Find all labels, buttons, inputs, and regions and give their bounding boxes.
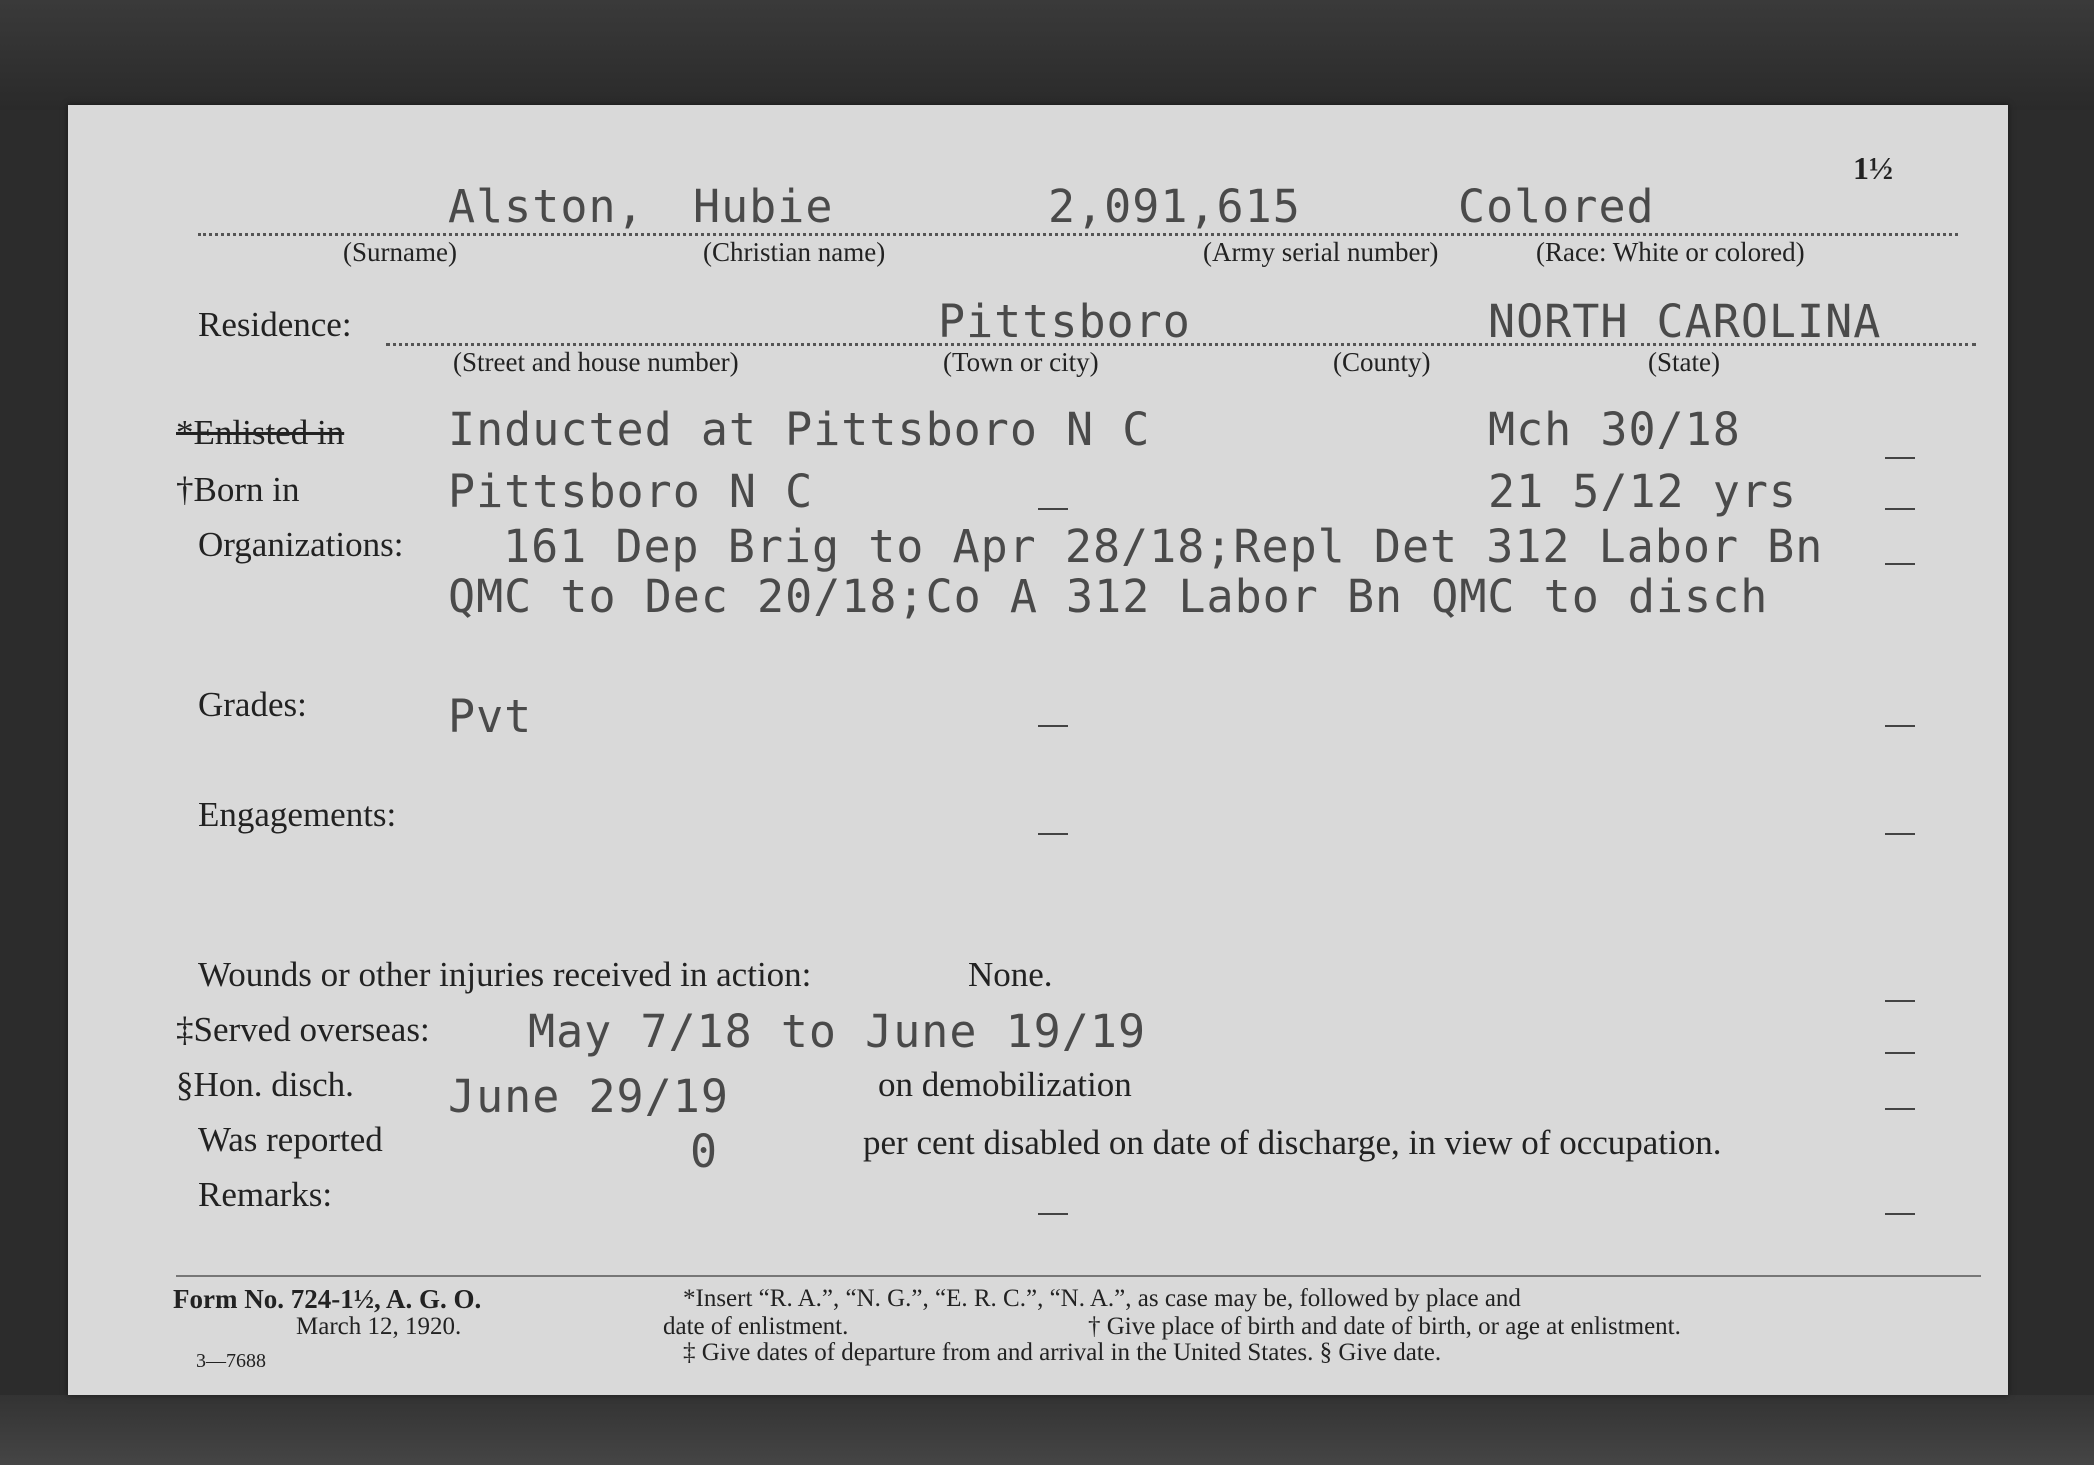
born-mid-dash <box>1038 508 1068 510</box>
enlisted-dash <box>1885 457 1915 459</box>
wounds-value: None. <box>968 955 1053 994</box>
grades-dash <box>1885 725 1915 727</box>
born-value: Pittsboro N C <box>448 465 814 518</box>
scan-background-top <box>0 0 2094 110</box>
wounds-dash <box>1885 1000 1915 1002</box>
enlisted-value: Inducted at Pittsboro N C <box>448 403 1151 456</box>
race-caption: (Race: White or colored) <box>1536 237 1805 267</box>
scan-background-bottom <box>0 1395 2094 1465</box>
grades-label: Grades: <box>198 685 307 724</box>
remarks-dash <box>1885 1213 1915 1215</box>
enlisted-label: *Enlisted in <box>176 413 345 452</box>
organizations-line-2: QMC to Dec 20/18;Co A 312 Labor Bn QMC to disch <box>448 570 1769 623</box>
print-code: 3—7688 <box>196 1350 266 1372</box>
overseas-dash <box>1885 1052 1915 1054</box>
form-number: Form No. 724-1½, A. G. O. <box>173 1284 482 1314</box>
wounds-label: Wounds or other injuries received in action: <box>198 955 812 994</box>
organizations-dash <box>1885 563 1915 565</box>
reported-suffix: per cent disabled on date of discharge, in view of occupation. <box>863 1123 1722 1162</box>
town-caption: (Town or city) <box>943 347 1099 377</box>
footer-note-1: *Insert “R. A.”, “N. G.”, “E. R. C.”, “N. A.”, as case may be, followed by place and <box>683 1285 1521 1312</box>
remarks-mid-dash <box>1038 1213 1068 1215</box>
engagements-dash <box>1885 833 1915 835</box>
corner-mark: 1½ <box>1853 150 1893 186</box>
remarks-label: Remarks: <box>198 1175 333 1214</box>
born-age: 21 5/12 yrs <box>1488 465 1798 518</box>
surname-caption: (Surname) <box>343 237 457 267</box>
discharge-value: June 29/19 <box>448 1070 729 1123</box>
engagements-label: Engagements: <box>198 795 397 834</box>
footer-note-3: ‡ Give dates of departure from and arrival in the United States. § Give date. <box>683 1339 1442 1366</box>
county-caption: (County) <box>1333 347 1431 377</box>
form-date: March 12, 1920. <box>296 1313 462 1340</box>
enlisted-date: Mch 30/18 <box>1488 403 1741 456</box>
surname-value: Alston, <box>448 180 645 233</box>
reported-label: Was reported <box>198 1120 383 1159</box>
discharge-label: §Hon. disch. <box>176 1065 354 1104</box>
footer-note-2b: † Give place of birth and date of birth, or age at enlistment. <box>1088 1313 1681 1340</box>
street-caption: (Street and house number) <box>453 347 739 377</box>
state-caption: (State) <box>1648 347 1720 377</box>
christian-name-caption: (Christian name) <box>703 237 886 267</box>
born-label: †Born in <box>176 470 300 509</box>
residence-line <box>386 343 1976 346</box>
service-record-card <box>68 105 2008 1395</box>
town-value: Pittsboro <box>938 295 1191 348</box>
state-value: NORTH CAROLINA <box>1488 295 1882 348</box>
grades-value: Pvt <box>448 690 533 743</box>
serial-number-value: 2,091,615 <box>1048 180 1301 233</box>
discharge-suffix: on demobilization <box>878 1065 1132 1104</box>
born-dash <box>1885 508 1915 510</box>
christian-name-value: Hubie <box>693 180 834 233</box>
reported-value: 0 <box>690 1125 719 1178</box>
overseas-value: May 7/18 to June 19/19 <box>528 1005 1147 1058</box>
organizations-line-1: 161 Dep Brig to Apr 28/18;Repl Det 312 Labor Bn <box>503 520 1824 573</box>
name-row-line <box>198 233 1958 236</box>
discharge-dash <box>1885 1108 1915 1110</box>
organizations-label: Organizations: <box>198 525 404 564</box>
footer-rule <box>176 1275 1981 1277</box>
serial-number-caption: (Army serial number) <box>1203 237 1439 267</box>
residence-label: Residence: <box>198 305 352 344</box>
race-value: Colored <box>1458 180 1655 233</box>
overseas-label: ‡Served overseas: <box>176 1010 430 1049</box>
footer-note-2a: date of enlistment. <box>663 1313 849 1340</box>
grades-mid-dash <box>1038 725 1068 727</box>
engagements-mid-dash <box>1038 833 1068 835</box>
